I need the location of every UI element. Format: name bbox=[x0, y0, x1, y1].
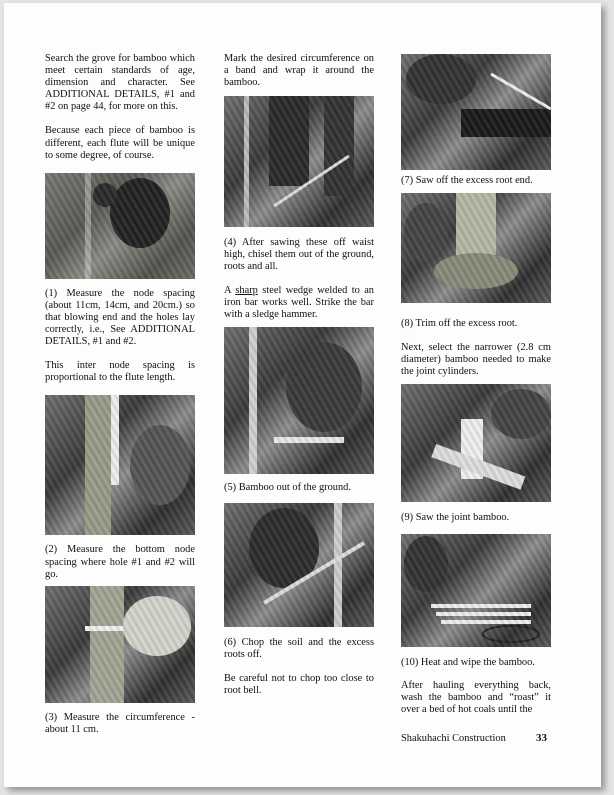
caption-8: (8) Trim off the excess root. bbox=[401, 318, 518, 330]
roast-paragraph: After hauling everything back, wash the bamboo and “roast” it over a bed of hot coals until the bbox=[401, 679, 551, 715]
photo-bamboo-out bbox=[224, 327, 374, 474]
photo-chisel-roots bbox=[224, 96, 374, 227]
photo-measure-node-spacing bbox=[45, 173, 195, 279]
caption-5: (5) Bamboo out of the ground. bbox=[224, 481, 351, 493]
intro-paragraph: Search the grove for bamboo which meet certain standards of age, dimension and character. See ADDITIONAL DETAILS, #1 and #2 on page 44, for more on this. bbox=[45, 53, 195, 113]
caption-4: (4) After sawing these off waist high, chisel them out of the ground, roots and all. bbox=[224, 237, 374, 273]
caption-2: (2) Measure the bottom node spacing where hole #1 and #2 will go. bbox=[45, 544, 195, 580]
photo-heat-bamboo bbox=[401, 534, 551, 647]
page-number: 33 bbox=[536, 732, 547, 744]
photo-circumference bbox=[45, 586, 195, 703]
select-paragraph: Next, select the narrower (2.8 cm diameter) bamboo needed to make the joint cylinders. bbox=[401, 342, 551, 378]
spacing-paragraph: This inter node spacing is proportional to the flute length. bbox=[45, 360, 195, 384]
photo-saw-root-end bbox=[401, 54, 551, 170]
caption-1: (1) Measure the node spacing (about 11cm, 14cm, and 20cm.) so that blowing end and the holes lay correctly, i.e., See ADDITIONAL DETAILS, #1 and #2. bbox=[45, 287, 195, 348]
column-middle bbox=[224, 53, 374, 697]
photo-chop-soil bbox=[224, 503, 374, 627]
unique-paragraph: Because each piece of bamboo is different, each flute will be unique to some degree, of course. bbox=[45, 125, 195, 161]
caption-9: (9) Saw the joint bamboo. bbox=[401, 512, 510, 524]
wedge-paragraph: A sharp steel wedge welded to an iron bar works well. Strike the bar with a sledge hammer. bbox=[224, 284, 375, 320]
photo-saw-joint bbox=[401, 384, 551, 502]
circumference-paragraph: Mark the desired circumference on a band and wrap it around the bamboo. bbox=[224, 53, 374, 89]
caption-7: (7) Saw off the excess root end. bbox=[401, 175, 533, 186]
careful-paragraph: Be careful not to chop too close to root bell. bbox=[224, 673, 374, 697]
photo-trim-root bbox=[401, 193, 551, 303]
column-right bbox=[401, 54, 551, 716]
caption-10: (10) Heat and wipe the bamboo. bbox=[401, 656, 535, 668]
photo-bottom-node bbox=[45, 395, 195, 535]
footer-title: Shakuhachi Construction bbox=[401, 733, 506, 744]
column-left bbox=[45, 53, 195, 736]
caption-3: (3) Measure the circumference - about 11 cm. bbox=[45, 711, 195, 735]
caption-6: (6) Chop the soil and the excess roots off. bbox=[224, 636, 374, 661]
